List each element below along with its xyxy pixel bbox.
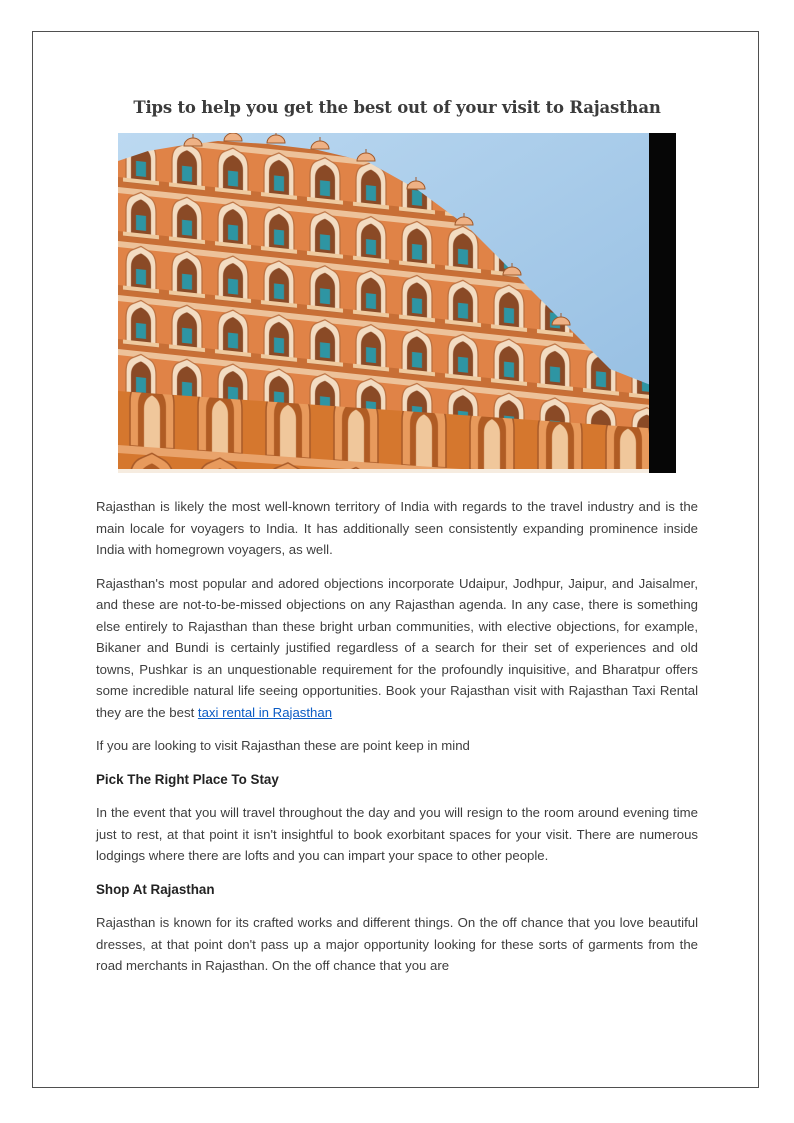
- paragraph-stay: In the event that you will travel throughout the day and you will resign to the room around evening time just to rest, at that point it isn't insightful to book exorbitant spaces for your visit. There are numerous lodgings where there are lofts and you can impart your space to other people.: [96, 805, 698, 863]
- paragraph-intro: Rajasthan is likely the most well-known territory of India with regards to the travel industry and is the main locale for voyagers to India. It has additionally seen consistently expanding prominence inside India with homegrown voyagers, as well.: [96, 499, 698, 557]
- paragraph-shop: Rajasthan is known for its crafted works and different things. On the off chance that you love beautiful dresses, at that point don't pass up a major opportunity looking for these sorts of garments from the road merchants in Rajasthan. On the off chance that you are: [96, 915, 698, 973]
- paragraph-destinations-text: Rajasthan's most popular and adored objections incorporate Udaipur, Jodhpur, Jaipur, and Jaisalmer, and these are not-to-be-missed objections on any Rajasthan agenda. In any case, there is something else entirely to Rajasthan than these bright urban communities, with elective objections, for example, Bikaner and Bundi is certainly justified regardless of a search for their set of experiences and old towns, Pushkar is an unquestionable requirement for the profoundly inquisitive, and Bharatpur offers some incredible natural life seeing opportunities. Book your Rajasthan visit with Rajasthan Taxi Rental they are the best: [96, 575, 698, 720]
- section-heading-stay: Pick The Right Place To Stay: [96, 771, 279, 787]
- paragraph-destinations: [96, 573, 698, 724]
- photo-black-side-bar: [649, 133, 676, 473]
- taxi-rental-link[interactable]: taxi rental in Rajasthan: [197, 704, 333, 720]
- photo-bottom-strip: [118, 469, 649, 473]
- paragraph-lead-in: If you are looking to visit Rajasthan these are point keep in mind: [96, 738, 470, 753]
- section-heading-shop: Shop At Rajasthan: [96, 881, 215, 897]
- hero-image: [118, 133, 676, 473]
- document-title: Tips to help you get the best out of your visit to Rajasthan: [133, 98, 661, 117]
- hawa-mahal-illustration: [118, 133, 676, 473]
- document-content: [96, 0, 698, 989]
